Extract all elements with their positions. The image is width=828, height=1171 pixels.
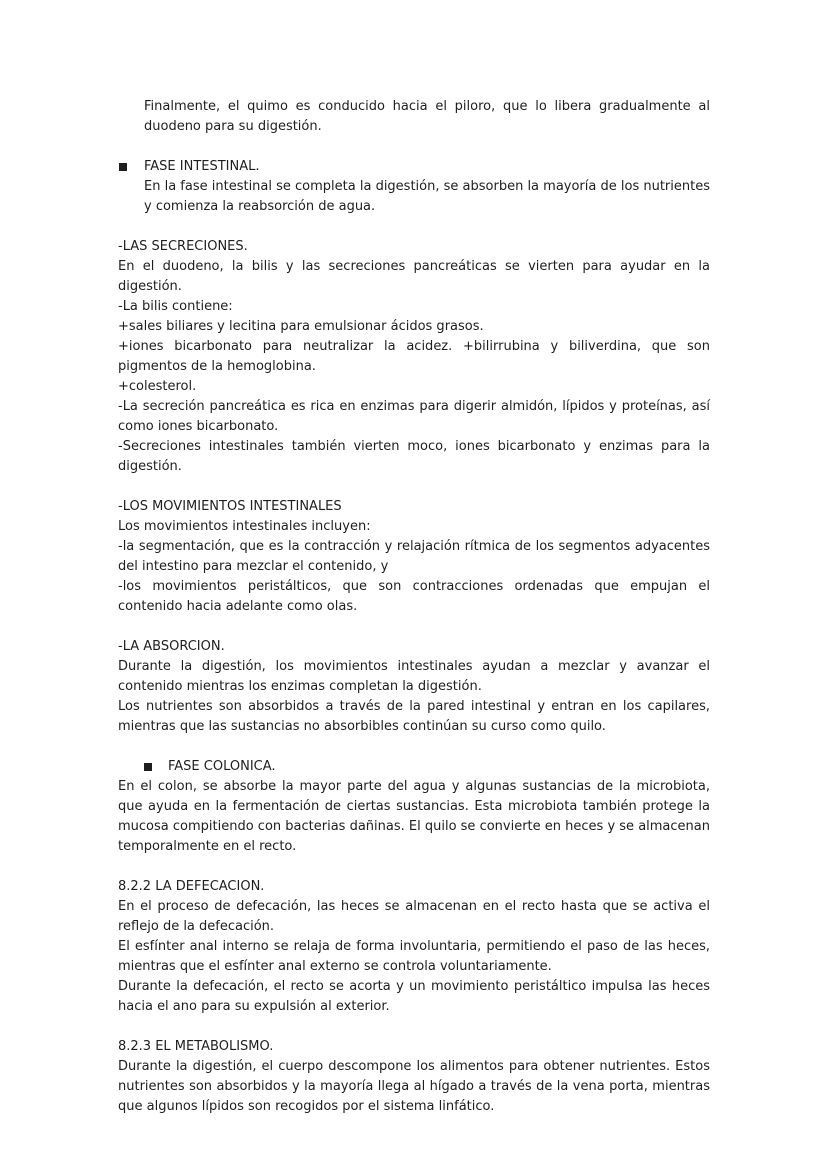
fase-colonica-heading: FASE COLONICA. [118,757,710,777]
metabolismo-text: Durante la digestión, el cuerpo descompone los alimentos para obtener nutrientes. Estos nutrientes son absorbidos y la mayoría llega al hígado a través de la vena porta, mientras que algunos lípidos son recogidos por el sistema linfático. [118,1059,710,1114]
defecacion-line: En el proceso de defecación, las heces se almacenan en el recto hasta que se activa el reflejo de la defecación. [118,899,710,934]
secreciones-line: -La secreción pancreática es rica en enzimas para digerir almidón, lípidos y proteínas, así como iones bicarbonato. [118,399,710,434]
fase-intestinal-text: En la fase intestinal se completa la digestión, se absorben la mayoría de los nutrientes y comienza la reabsorción de agua. [144,179,710,214]
movimientos-heading: -LOS MOVIMIENTOS INTESTINALES [118,499,342,514]
secreciones-line: +iones bicarbonato para neutralizar la acidez. +bilirrubina y biliverdina, que son pigmentos de la hemoglobina. [118,339,710,374]
fase-colonica-text: En el colon, se absorbe la mayor parte del agua y algunas sustancias de la microbiota, que ayuda en la fermentación de ciertas sustancias. Esta microbiota también protege la mucosa compitiendo con bacterias dañinas. El quilo se convierte en heces y se almacenan temporalmente en el recto. [118,779,710,854]
secreciones-line: En el duodeno, la bilis y las secreciones pancreáticas se vierten para ayudar en la digestión. [118,259,710,294]
absorcion-line: Durante la digestión, los movimientos intestinales ayudan a mezclar y avanzar el contenido mientras los enzimas completan la digestión. [118,659,710,694]
intro-paragraph: Finalmente, el quimo es conducido hacia el piloro, que lo libera gradualmente al duodeno para su digestión. [144,99,710,134]
document-body [118,97,710,1117]
defecacion-heading: 8.2.2 LA DEFECACION. [118,879,265,894]
secreciones-heading: -LAS SECRECIONES. [118,239,248,254]
secreciones-line: +colesterol. [118,379,197,394]
metabolismo-heading: 8.2.3 EL METABOLISMO. [118,1039,274,1054]
secreciones-line: +sales biliares y lecitina para emulsionar ácidos grasos. [118,319,484,334]
square-bullet-icon [119,163,127,171]
movimientos-line: Los movimientos intestinales incluyen: [118,519,371,534]
absorcion-heading: -LA ABSORCION. [118,639,225,654]
square-bullet-icon [144,763,152,771]
fase-intestinal-heading: FASE INTESTINAL. [118,157,710,177]
movimientos-line: -la segmentación, que es la contracción y relajación rítmica de los segmentos adyacentes del intestino para mezclar el contenido, y [118,539,710,574]
movimientos-line: -los movimientos peristálticos, que son contracciones ordenadas que empujan el contenido hacia adelante como olas. [118,579,710,614]
absorcion-line: Los nutrientes son absorbidos a través de la pared intestinal y entran en los capilares, mientras que las sustancias no absorbibles continúan su curso como quilo. [118,699,710,734]
defecacion-line: El esfínter anal interno se relaja de forma involuntaria, permitiendo el paso de las heces, mientras que el esfínter anal externo se controla voluntariamente. [118,939,710,974]
secreciones-line: -Secreciones intestinales también vierten moco, iones bicarbonato y enzimas para la digestión. [118,439,710,474]
defecacion-line: Durante la defecación, el recto se acorta y un movimiento peristáltico impulsa las heces hacia el ano para su expulsión al exterior. [118,979,710,1014]
secreciones-line: -La bilis contiene: [118,299,233,314]
